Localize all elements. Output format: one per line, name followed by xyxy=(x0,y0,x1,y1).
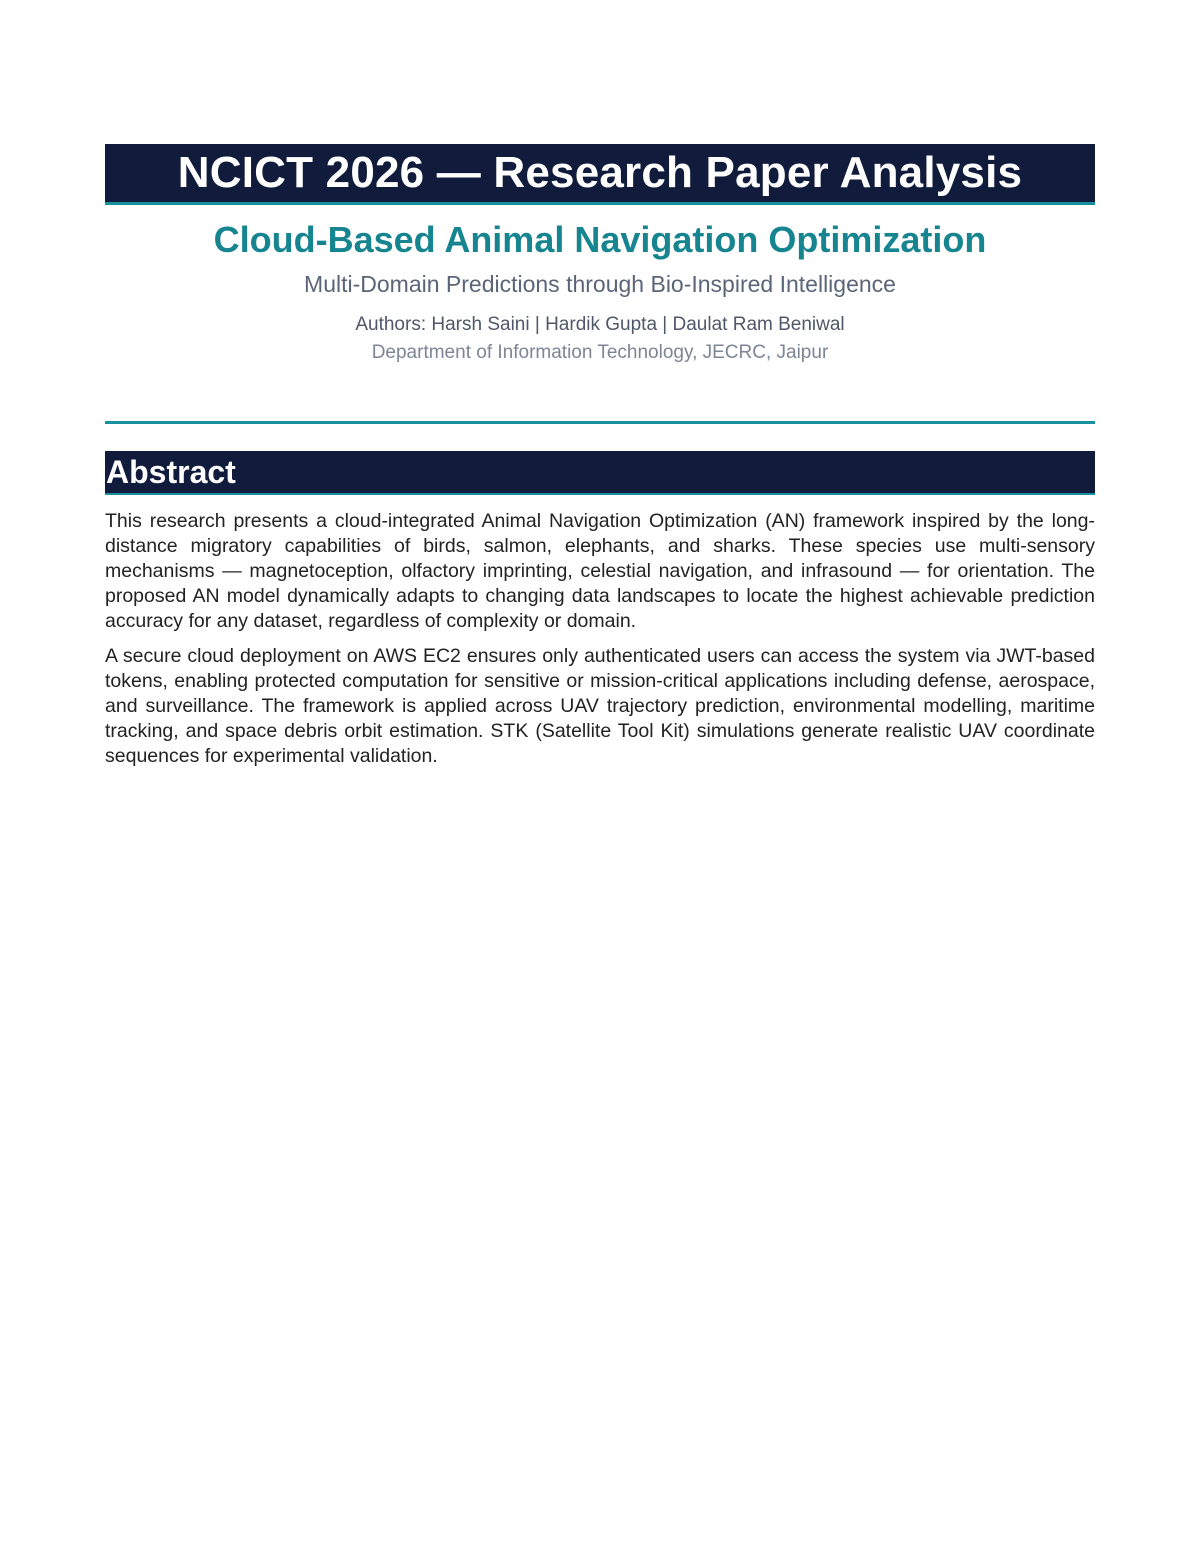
abstract-paragraph-2: A secure cloud deployment on AWS EC2 ensures only authenticated users can access the system via JWT-based tokens, enabling protected computation for sensitive or mission-critical applications including defense, aerospace, and surveillance. The framework is applied across UAV trajectory prediction, environmental modelling, maritime tracking, and space debris orbit estimation. STK (Satellite Tool Kit) simulations generate realistic UAV coordinate sequences for experimental validation. xyxy=(105,645,1095,767)
abstract-paragraph-1: This research presents a cloud-integrated Animal Navigation Optimization (AN) framework inspired by the long-distance migratory capabilities of birds, salmon, elephants, and sharks. These species use multi-sensory mechanisms — magnetoception, olfactory imprinting, celestial navigation, and infrasound — for orientation. The proposed AN model dynamically adapts to changing data landscapes to locate the highest achievable prediction accuracy for any dataset, regardless of complexity or domain. xyxy=(105,510,1095,632)
abstract-heading: Abstract xyxy=(106,454,236,490)
conference-banner xyxy=(105,144,1095,205)
document-page xyxy=(105,144,1095,769)
paper-subtitle: Multi-Domain Predictions through Bio-Inspired Intelligence xyxy=(304,271,896,297)
section-divider xyxy=(105,421,1095,424)
paper-title: Cloud-Based Animal Navigation Optimization xyxy=(213,219,987,260)
department-affiliation: Department of Information Technology, JECRC, Jaipur xyxy=(371,342,829,363)
abstract-header xyxy=(105,451,1095,495)
banner-title: NCICT 2026 — Research Paper Analysis xyxy=(177,148,1023,197)
author-list: Authors: Harsh Saini | Hardik Gupta | Daulat Ram Beniwal xyxy=(355,314,845,335)
